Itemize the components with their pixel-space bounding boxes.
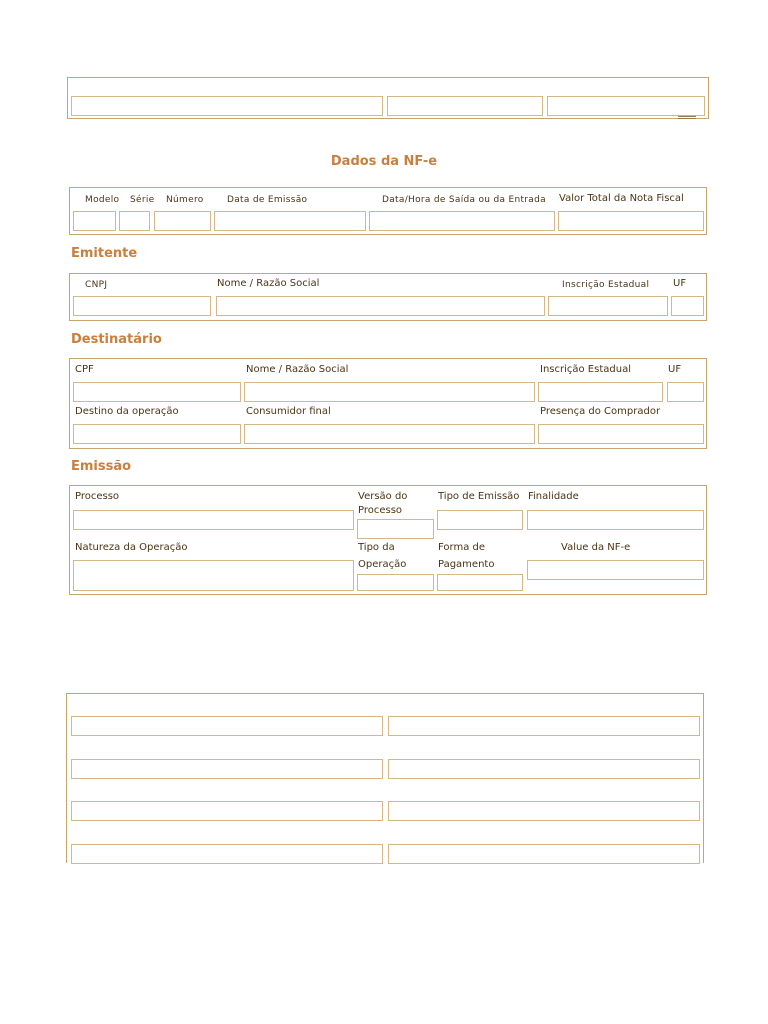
label-finalidade: Finalidade: [528, 491, 579, 502]
label-cpf: CPF: [75, 364, 94, 375]
destinatario-uf-field[interactable]: [667, 382, 704, 402]
label-value-nfe: Value da NF-e: [561, 542, 631, 553]
valor-total-field[interactable]: [558, 211, 704, 231]
label-valor-total: Valor Total da Nota Fiscal: [559, 193, 684, 204]
natureza-operacao-field[interactable]: [73, 560, 354, 591]
data-hora-saida-field[interactable]: [369, 211, 555, 231]
emissao-title: Emissão: [71, 459, 132, 474]
destinatario-nome-field[interactable]: [244, 382, 535, 402]
header-field-1[interactable]: [71, 96, 383, 116]
serie-field[interactable]: [119, 211, 150, 231]
bottom-field-3a[interactable]: [71, 801, 383, 821]
label-versao-processo-2: Processo: [358, 505, 403, 516]
label-tipo-operacao-1: Tipo da: [358, 542, 395, 553]
label-consumidor-final: Consumidor final: [246, 406, 331, 417]
label-processo: Processo: [75, 491, 120, 502]
label-emitente-ie: Inscrição Estadual: [562, 280, 650, 290]
cnpj-field[interactable]: [73, 296, 211, 316]
label-forma-pagamento-2: Pagamento: [438, 559, 495, 570]
label-tipo-emissao: Tipo de Emissão: [438, 491, 520, 502]
emitente-title: Emitente: [71, 246, 138, 261]
versao-processo-field[interactable]: [357, 519, 434, 539]
label-destinatario-ie: Inscrição Estadual: [540, 364, 631, 375]
label-numero: Número: [166, 195, 204, 205]
emitente-nome-field[interactable]: [216, 296, 545, 316]
resize-handle-icon: [678, 116, 696, 119]
label-natureza-operacao: Natureza da Operação: [75, 542, 188, 553]
header-field-2[interactable]: [387, 96, 543, 116]
destinatario-ie-field[interactable]: [538, 382, 663, 402]
finalidade-field[interactable]: [527, 510, 704, 530]
label-emitente-uf: UF: [673, 278, 687, 289]
modelo-field[interactable]: [73, 211, 116, 231]
label-presenca-comprador: Presença do Comprador: [540, 406, 661, 417]
label-destinatario-uf: UF: [668, 364, 682, 375]
emissao-panel: [69, 485, 707, 595]
cpf-field[interactable]: [73, 382, 241, 402]
label-data-hora-saida: Data/Hora de Saída ou da Entrada: [382, 195, 546, 205]
bottom-field-2b[interactable]: [388, 759, 700, 779]
destinatario-title: Destinatário: [71, 332, 162, 347]
label-destinatario-nome: Nome / Razão Social: [246, 364, 349, 375]
emitente-ie-field[interactable]: [548, 296, 668, 316]
emitente-uf-field[interactable]: [671, 296, 704, 316]
emitente-panel: [69, 273, 707, 321]
tipo-emissao-field[interactable]: [437, 510, 523, 530]
bottom-field-1a[interactable]: [71, 716, 383, 736]
label-destino-operacao: Destino da operação: [75, 406, 179, 417]
header-field-3[interactable]: [547, 96, 705, 116]
processo-field[interactable]: [73, 510, 354, 530]
destinatario-panel: [69, 358, 707, 449]
consumidor-final-field[interactable]: [244, 424, 535, 444]
numero-field[interactable]: [154, 211, 211, 231]
label-serie: Série: [130, 195, 155, 205]
label-modelo: Modelo: [85, 195, 120, 205]
presenca-comprador-field[interactable]: [538, 424, 704, 444]
forma-pagamento-field[interactable]: [437, 574, 523, 591]
label-emitente-nome: Nome / Razão Social: [217, 278, 320, 289]
bottom-field-3b[interactable]: [388, 801, 700, 821]
destino-operacao-field[interactable]: [73, 424, 241, 444]
bottom-field-4a[interactable]: [71, 844, 383, 864]
page-title: Dados da NF-e: [330, 154, 438, 169]
tipo-operacao-field[interactable]: [357, 574, 434, 591]
label-tipo-operacao-2: Operação: [358, 559, 407, 570]
bottom-panel: [66, 693, 704, 863]
bottom-field-1b[interactable]: [388, 716, 700, 736]
label-cnpj: CNPJ: [85, 280, 108, 290]
nfe-data-panel: [69, 187, 707, 235]
bottom-field-4b[interactable]: [388, 844, 700, 864]
bottom-field-2a[interactable]: [71, 759, 383, 779]
label-versao-processo-1: Versão do: [358, 491, 408, 502]
label-forma-pagamento-1: Forma de: [438, 542, 485, 553]
value-nfe-field[interactable]: [527, 560, 704, 580]
label-data-emissao: Data de Emissão: [227, 195, 308, 205]
data-emissao-field[interactable]: [214, 211, 366, 231]
header-panel: [67, 77, 709, 119]
